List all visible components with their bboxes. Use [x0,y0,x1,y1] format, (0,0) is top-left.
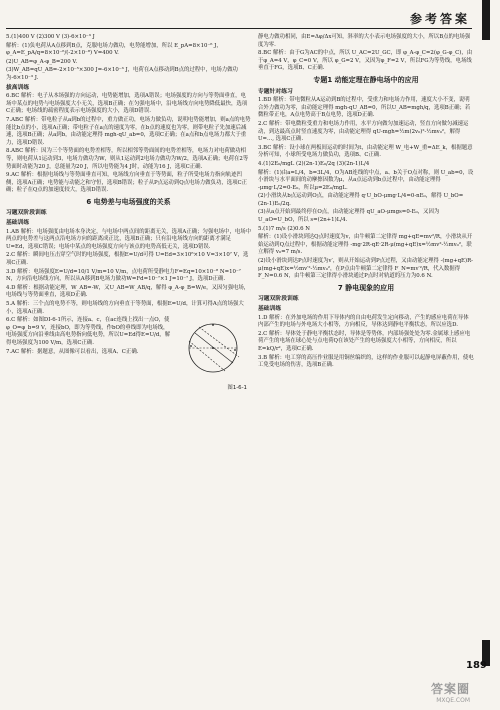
left-intro-line: (3)W_AB=qU_AB=-2×10⁻⁵×300 J=-6×10⁻³ J，电荷在A点移动到B点的过程中，电场力做功为-6×10⁻³ J. [6,67,238,81]
answer-item: 1.AB 解析：电场强度由电场本身决定，与电场中两点间的距离无关，选项A正确；匀强电场中，电场中两点的电势差与这两点沿电场方向的距离成正比，选项B正确；只有沿电场线方向的距离才满足U=Ed，选项C错误；电场中某点的电场强度方向与该点的电势高低无关，选项D错误. [6,228,252,250]
answer-item: 3.BC 解析：设小球在两板间运动的时间为t，由动能定理 W_电+W_重=ΔE_k，根据题意分析可知，小球所受电场力做负功，选项B、C正确. [258,144,473,159]
answer-item: 1.BD 解析：带电微粒从A运动到B的过程中，受重力和电场力作用，速度大小不变，说明合外力做功为零，由动能定理得 mgh-qU_AB=0，所以U_AB=mgh/q，选项B正确；若微粒带正电，A点电势高于B点电势，选项D正确. [258,97,471,119]
watermark-logo [390,680,470,704]
left-intro-line: 5.(1)400 V (2)300 V (3)-6×10⁻³ J [6,34,95,40]
edge-tab-top [482,0,490,40]
right-intro-line: 静电力做功相同，由E=Δφ/Δx可知，斜率的大小表示电场强度的大小，所以B点的电场强度为零. [258,34,471,48]
right-block2-head: 习题双阶段训练 [258,296,299,303]
answer-item: 6.BC 解析：电子从本场强的方向运动，电势能增加，选项A错误；电场强度的方向与等势面垂直，电场中某点的电势与电场强度大小无关，选项B正确；在匀强电场中，沿电场线方向电势降低最快，选项C正确；电场线的疏密程度表示电场强度的大小，选项D错误. [6,93,248,115]
left-block2-head: 习题双阶段训练 [6,210,47,217]
answer-item: 3.B 解析：电工穿的高压作业服是用铜丝编织的，这样的作业服可以起静电屏蔽作用，使电工免受电场的伤害，选项B正确. [258,354,474,369]
right-block2-sub: 基础训练 [258,306,282,312]
section-title-7: 7 静电现象的应用 [337,283,395,292]
header-title: 参考答案 [409,12,470,26]
page-number: 189 [466,660,487,671]
right-block1-head: 专题针对练习 [258,88,293,95]
left-block2-sub: 基础训练 [6,220,30,227]
section-title-6: 6 电势差与电场强度的关系 [86,197,171,206]
answer-item: 6.C 解析：如图DI-6-1所示，连接a、c，在ac连线上找出一点O，使 φ_O=φ_b=9 V，连接bO，即为等势线，作bO的垂线即为电场线，电场强度方向沿垂线由高电势指向低电势，所以U=Ed得E=U/d，解得电场强度为100 V/m，选项C正确. [6,317,171,346]
watermark-sub: MXQE.COM [436,697,470,704]
left-intro-line: 解析：(1)负电荷从A点移到B点，克服电场力做功，电势能增加，所以 E_pA=8×10⁻⁶ J，φ_A=E_pA/q=8×10⁻⁶/(-2×10⁻⁸) V=400 V. [6,42,222,57]
left-block1-head: 拔高训练 [6,84,30,91]
answer-item: 5.A 解析：三个点的电势不等，则电场线的方向垂直于等势面，根据E=U/d，计算可得A点的场强大小，选项A正确. [6,301,244,315]
left-column [6,34,252,391]
answer-item: 2.C 解析：带电微粒受重力和电场力作用，水平方向做匀加速运动，竖直方向做匀减速运动，到达最高点时竖直速度为零，由动能定理得 qU-mgh=½m(2v₀)²-½mv₀²，解得 U=..., 选项C正确. [258,120,469,143]
answer-item: 7.AC 解析：据题意，从图像可以看出，选项A、C正确. [6,348,139,355]
answer-item: (2)设小滑块到达P点时速度为v′，则从开始运动到P点过程，又由动能定理得 -(mg+qE)R-μ(mg+qE)x=½mv′²-½mv₀²，在P点由牛顿第二定律得 F_N=mv′²/R，代入数据得 F_N=0.6 N，由牛顿第三定律得小滑块通过P点时对轨道的压力为0.6 N. [258,258,473,280]
answer-item: 解析：(1)由a=L/4，b=3L/4，O为AB连线的中点，a、b关于O点对称，则 U_ab=0，设小滑块与水平面间的动摩擦因数为μ，从a点运动到b点过程中，由动能定理得 -μmg·L/2=0-E₀，所以μ=2E₀/mgL. [258,169,474,191]
answer-item: 8.ABC 解析：因为三个等势面的电势差相等，所以相邻等势面间的电势差相等，电场力对电荷做功相等，则电荷从1运动到3，电场力做功为W，则从1运动到2电场力做功为W/2，选项A正确；电荷在2等势面时动能为20 J，总能量为20 J，所以电势能为4 J时，动能为16 J，选项C正确. [6,148,249,170]
answer-item: 解析：(1)设小滑块到达Q点时速度为v，由牛顿第二定律得 mg+qE=mv²/R，小滑块从开始运动到Q点过程中，根据动能定理得 -mg·2R-qE·2R-μ(mg+qE)x=½mv²-½mv₀²，联立解得 v₀=7 m/s. [258,234,473,256]
answer-item: (3)从a点开始到最终停在O点，由动能定理得 qU_aO-μmgs=0-E₀，又因为 U_aO=U_bO，所以 s=(2n+1)L/4. [258,209,440,224]
answer-item: 4.(1)2E₀/mgL (2)(2n-1)E₀/2q (3)(2n-1)L/4 [258,160,370,167]
answer-item: 1.D 解析：在外加电场的作用下导体内的自由电荷发生定向移动，产生的感应电荷在导体内部产生的电场与外电场大小相等，方向相反，导体达到静电平衡状态，所以应选D. [258,314,469,329]
answer-item: 2.C 解析：导体处于静电平衡状态时，导体是等势体，内部场强处处为零.金属球上感应电荷产生的电场在球心处与点电荷Q在该处产生的电场强度大小相等，方向相反，所以E=kQ/r²，选项C正确. [258,330,471,352]
answer-item: 3.D 解析：电场强度E=U/d=10/1 V/m=10 V/m，点电荷所受静电力F=Eq=10×10⁻⁸ N=10⁻⁷ N，方向沿电场线方向，所以从A移到B电场力做功W=Fd=10⁻⁷×1 J=10⁻⁷ J，选项D正确. [6,268,241,283]
answer-item: 7.ABC 解析：带电粒子从a到b的过程中，重力做正功，电场力做负功，说明电势能增加，则a点的电势能比b点的小，选项A正确；带电粒子在a点的速度为零，在b点的速度也为零，则带电粒子先加速后减速，选项B正确；从a到b，由动能定理得 mgh-qU_ab=0，选项C正确；在a点和b点电场力都大于重力，选项D错误. [6,116,251,146]
right-column [258,34,474,371]
answer-item: 9.AC 解析：根据电场线与等势面垂直可知，电场线方向垂直于等势面，粒子所受电场力指向轨迹凹侧，选项A正确；电势能与动能之和守恒，选项B错误；粒子从P点运动到Q点电场力做负功，选项C正确；粒子在Q点的加速度较大，选项D错误. [6,172,248,194]
answer-item: 4.D 解析：根据动能定理，W_AB=-W，又U_AB=W_AB/q，解得 φ_A-φ_B=W/e，又因匀强电场，电场线与等势面垂直，选项D正确. [6,284,250,299]
watermark-main: 答案圈 [430,682,470,696]
page-header [6,10,472,29]
figure-caption: 图1-6-1 [227,384,247,391]
section-title-special-1: 专题1 动能定理在静电场中的应用 [313,75,419,84]
answer-item: (2)小滑块从b点运动到O点，由动能定理得 q·U_bO-μmg·L/4=0-nE₀，解得 U_bO=(2n-1)E₀/2q. [258,193,464,207]
circle-diagram [177,319,251,377]
answer-item: 5.(1)7 m/s (2)0.6 N [258,225,310,232]
left-intro-line: (2)U_AB=φ_A-φ_B=200 V. [6,58,78,65]
right-intro-line: 8.BC 解析：由于G为AC的中点，所以 U_AC=2U_GC，即 φ_A-φ_C=2(φ_G-φ_C)，由于φ_A=4 V，φ_C=0 V，所以 φ_G=2 V，又因为φ_F=2 V，所以FG为等势线，电场线垂直于FG，选项B、C正确. [258,50,473,72]
answer-item: 2.C 解析：瞬间电压击穿空气时的电场强度，根据E=U/d可得 U=Ed=3×10⁶×10 V=3×10⁷ V，选项C正确. [6,252,249,267]
circle-diagram-figure [177,319,251,391]
